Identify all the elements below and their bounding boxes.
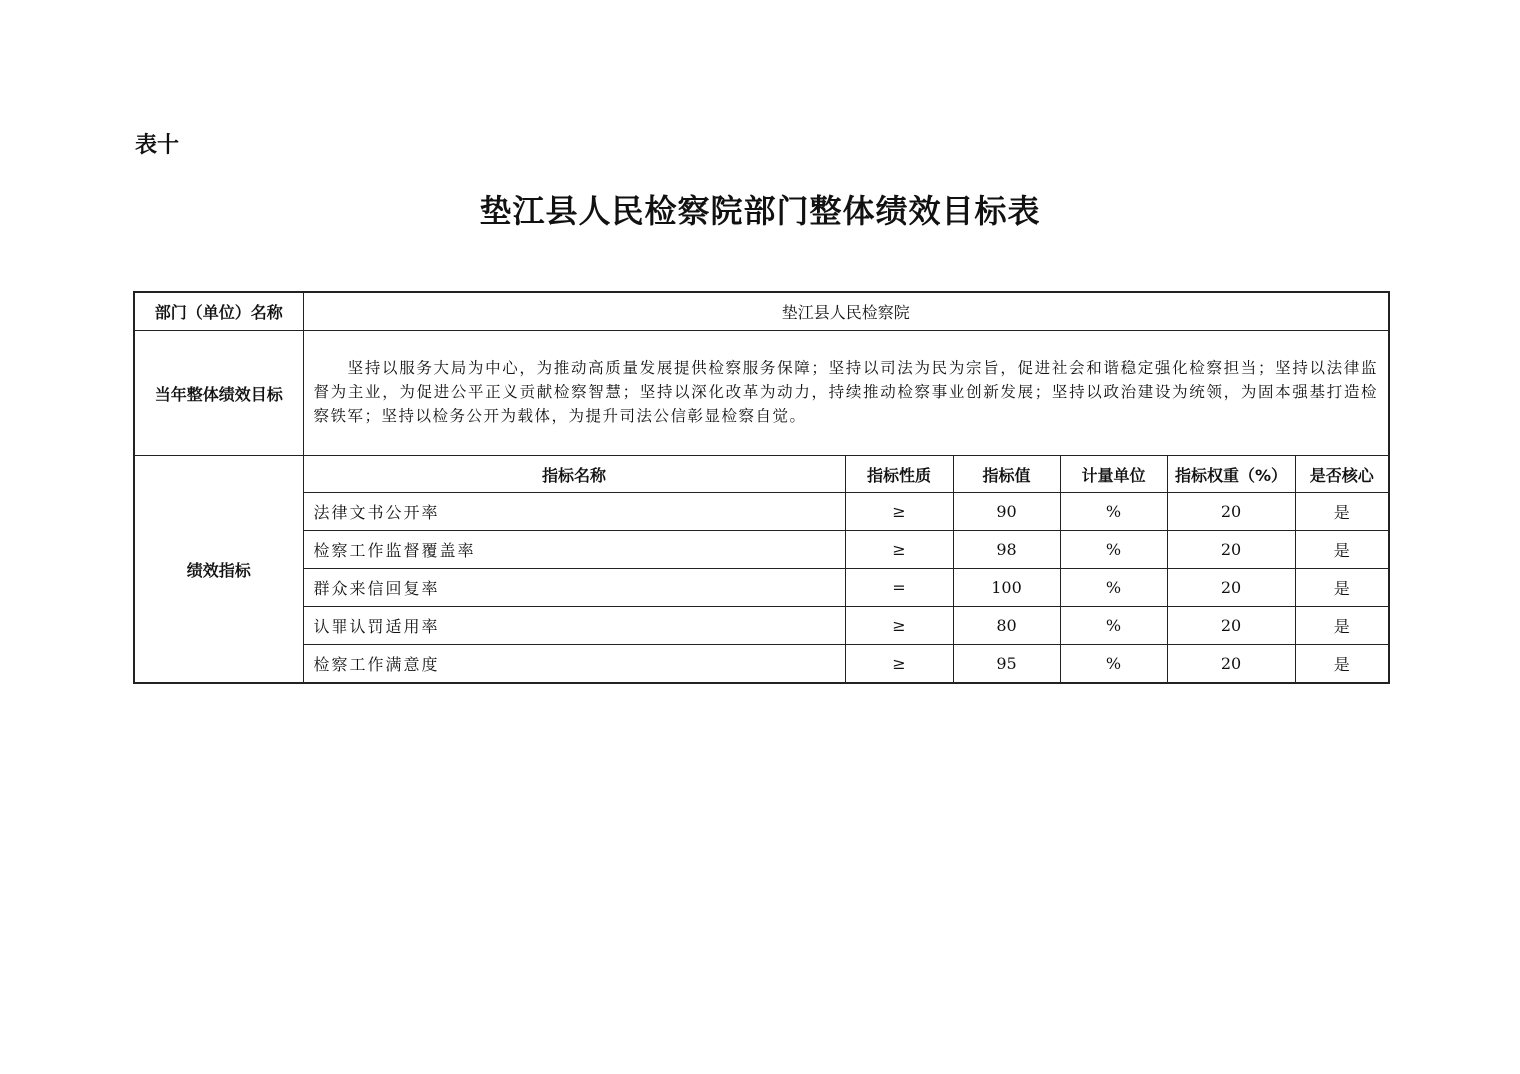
indicator-nature: =: [845, 569, 953, 607]
indicator-value: 80: [953, 607, 1060, 645]
performance-table: [133, 291, 1390, 684]
indicator-core: 是: [1295, 569, 1389, 607]
table-row: [134, 531, 1389, 569]
header-indicator-name: 指标名称: [303, 456, 845, 493]
indicator-weight: 20: [1167, 645, 1295, 684]
indicator-value: 100: [953, 569, 1060, 607]
indicator-name: 群众来信回复率: [303, 569, 845, 607]
indicator-name: 认罪认罚适用率: [303, 607, 845, 645]
table-row: [134, 607, 1389, 645]
header-indicator-weight: 指标权重（%）: [1167, 456, 1295, 493]
indicator-unit: %: [1060, 645, 1167, 684]
table-label: 表十: [135, 133, 180, 158]
unit-label: 部门（单位）名称: [134, 292, 303, 331]
indicator-value: 90: [953, 493, 1060, 531]
indicator-nature: ≥: [845, 493, 953, 531]
indicator-core: 是: [1295, 531, 1389, 569]
indicator-weight: 20: [1167, 607, 1295, 645]
indicator-value: 98: [953, 531, 1060, 569]
indicator-name: 法律文书公开率: [303, 493, 845, 531]
goal-row: [134, 331, 1389, 456]
header-indicator-nature: 指标性质: [845, 456, 953, 493]
unit-row: [134, 292, 1389, 331]
indicator-core: 是: [1295, 493, 1389, 531]
table-row: [134, 645, 1389, 684]
goal-cell: [303, 331, 1389, 456]
header-indicator-value: 指标值: [953, 456, 1060, 493]
indicator-nature: ≥: [845, 531, 953, 569]
header-measure-unit: 计量单位: [1060, 456, 1167, 493]
indicator-section-label: 绩效指标: [134, 456, 303, 684]
indicator-unit: %: [1060, 493, 1167, 531]
indicator-weight: 20: [1167, 569, 1295, 607]
goal-label: 当年整体绩效目标: [134, 331, 303, 456]
document-title: 垫江县人民检察院部门整体绩效目标表: [479, 192, 1041, 230]
table-row: [134, 493, 1389, 531]
indicator-weight: 20: [1167, 493, 1295, 531]
indicator-value: 95: [953, 645, 1060, 684]
goal-text: 坚持以服务大局为中心，为推动高质量发展提供检察服务保障；坚持以司法为民为宗旨，促进社会和谐稳定强化检察担当；坚持以法律监督为主业，为促进公平正义贡献检察智慧；坚持以深化改革为动力，持续推动检察事业创新发展；坚持以政治建设为统领，为固本强基打造检察铁军；坚持以检务公开为载体，为提升司法公信彰显检察自觉。: [313, 359, 1379, 425]
indicator-weight: 20: [1167, 531, 1295, 569]
unit-value: 垫江县人民检察院: [303, 292, 1389, 331]
indicator-unit: %: [1060, 569, 1167, 607]
indicator-core: 是: [1295, 645, 1389, 684]
indicator-name: 检察工作满意度: [303, 645, 845, 684]
indicator-core: 是: [1295, 607, 1389, 645]
indicator-nature: ≥: [845, 607, 953, 645]
table-row: [134, 569, 1389, 607]
indicator-nature: ≥: [845, 645, 953, 684]
indicator-unit: %: [1060, 531, 1167, 569]
indicator-name: 检察工作监督覆盖率: [303, 531, 845, 569]
indicator-unit: %: [1060, 607, 1167, 645]
indicator-header-row: [134, 456, 1389, 493]
header-is-core: 是否核心: [1295, 456, 1389, 493]
